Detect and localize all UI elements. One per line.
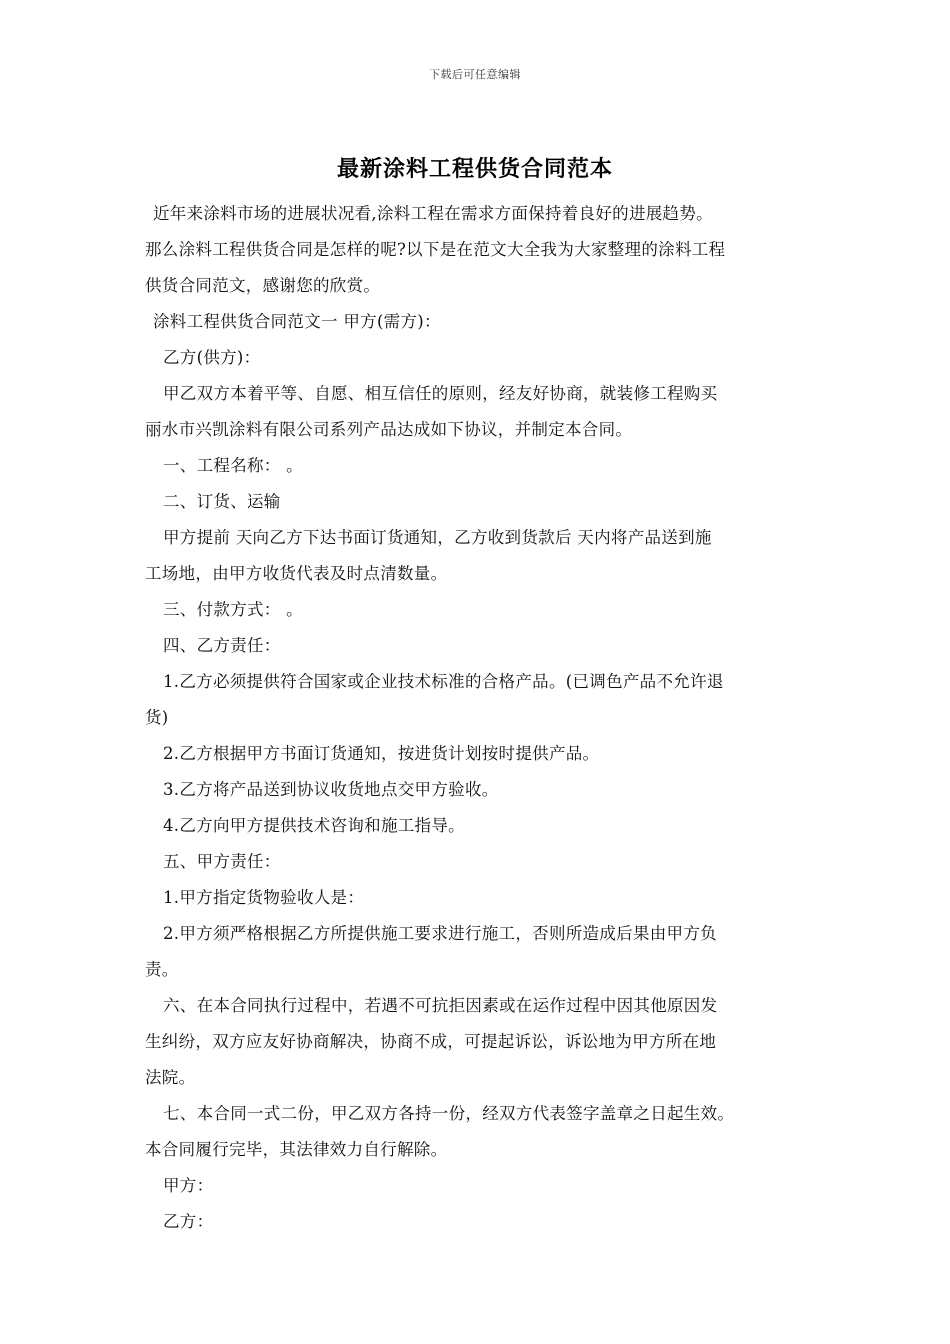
body-line: 三、付款方式： 。 [163, 600, 303, 619]
body-line: 近年来涂料市场的进展状况看,涂料工程在需求方面保持着良好的进展趋势。 [153, 204, 713, 223]
body-line: 乙方(供方)： [163, 348, 261, 367]
body-line: 七、本合同一式二份，甲乙双方各持一份，经双方代表签字盖章之日起生效。 [163, 1104, 735, 1123]
body-line: 甲方： [163, 1176, 214, 1195]
document-title: 最新涂料工程供货合同范本 [336, 156, 613, 182]
body-line: 责。 [145, 960, 179, 979]
header-note: 下载后可任意编辑 [429, 68, 521, 81]
body-line: 3.乙方将产品送到协议收货地点交甲方验收。 [163, 780, 499, 799]
body-line: 涂料工程供货合同范文一 甲方(需方)： [153, 312, 441, 331]
body-line: 法院。 [145, 1068, 196, 1087]
document-body [145, 196, 825, 1240]
body-line: 2.甲方须严格根据乙方所提供施工要求进行施工，否则所造成后果由甲方负 [163, 924, 717, 943]
body-line: 供货合同范文，感谢您的欣赏。 [145, 276, 381, 295]
body-line: 4.乙方向甲方提供技术咨询和施工指导。 [163, 816, 465, 835]
body-line: 2.乙方根据甲方书面订货通知，按进货计划按时提供产品。 [163, 744, 600, 763]
body-line: 五、甲方责任： [163, 852, 281, 871]
body-line: 六、在本合同执行过程中，若遇不可抗拒因素或在运作过程中因其他原因发 [163, 996, 718, 1015]
body-line: 甲方提前 天向乙方下达书面订货通知，乙方收到货款后 天内将产品送到施 [163, 528, 712, 547]
body-line: 生纠纷，双方应友好协商解决，协商不成，可提起诉讼，诉讼地为甲方所在地 [145, 1032, 717, 1051]
body-line: 乙方： [163, 1212, 214, 1231]
body-line: 本合同履行完毕，其法律效力自行解除。 [145, 1140, 448, 1159]
body-line: 一、工程名称： 。 [163, 456, 303, 475]
body-line: 工场地，由甲方收货代表及时点清数量。 [145, 564, 448, 583]
body-line: 二、订货、运输 [163, 492, 281, 511]
body-line: 丽水市兴凯涂料有限公司系列产品达成如下协议，并制定本合同。 [145, 420, 633, 439]
body-line: 1.甲方指定货物验收人是： [163, 888, 365, 907]
body-line: 货) [145, 708, 169, 727]
body-line: 那么涂料工程供货合同是怎样的呢?以下是在范文大全我为大家整理的涂料工程 [145, 240, 726, 259]
body-line: 1.乙方必须提供符合国家或企业技术标准的合格产品。(已调色产品不允许退 [163, 672, 724, 691]
body-line: 四、乙方责任： [163, 636, 281, 655]
body-line: 甲乙双方本着平等、自愿、相互信任的原则，经友好协商，就装修工程购买 [163, 384, 718, 403]
